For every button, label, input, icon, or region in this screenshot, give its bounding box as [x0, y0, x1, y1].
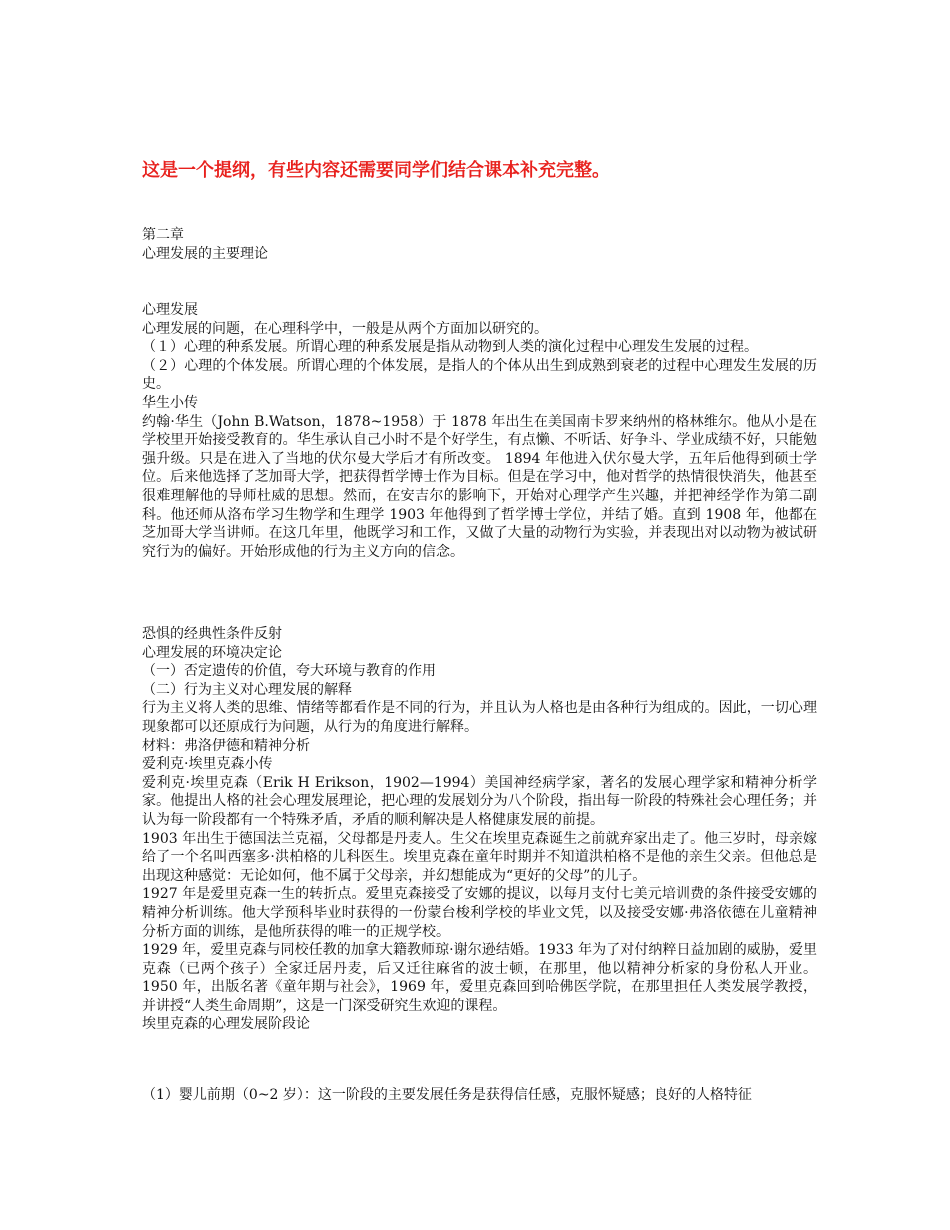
- paragraph: （１）心理的种系发展。所谓心理的种系发展是指从动物到人类的演化过程中心理发生发展的过程。: [142, 339, 758, 356]
- paragraph: 心理发展的问题，在心理科学中，一般是从两个方面加以研究的。: [142, 320, 548, 337]
- section-heading: 埃里克森的心理发展阶段论: [142, 1016, 310, 1033]
- chapter-title: 心理发展的主要理论: [142, 245, 268, 262]
- section-heading: 恐惧的经典性条件反射: [142, 626, 282, 642]
- section-erikson-stages: [142, 1086, 817, 1105]
- paragraph: 1929 年，爱里克森与同校任教的加拿大籍教师琼·谢尔逊结婚。1933 年为了对付纳粹日益加剧的威胁，爱里克森（已两个孩子）全家迁居丹麦，后又迁往麻省的波士顿，在那里，他以精神分析家的身份私人开业。1950 年，出版名著《童年期与社会》，1969 年，爱里克森回到哈佛医学院，在那里担任人类发展学教授，并讲授“人类生命周期”，这是一门深受研究生欢迎的课程。: [142, 942, 817, 1014]
- section-heading: 心理发展: [142, 302, 198, 318]
- chapter-heading: [142, 226, 817, 263]
- section-behaviorism: [142, 625, 817, 1034]
- paragraph: 行为主义将人类的思维、情绪等都看作是不同的行为，并且认为人格也是由各种行为组成的。因此，一切心理现象都可以还原成行为问题，从行为的角度进行解释。: [142, 700, 817, 735]
- paragraph: 爱利克·埃里克森（Erik H Erikson，1902—1994）美国神经病学家，著名的发展心理学家和精神分析学家。他提出人格的社会心理发展理论，把心理的发展划分为八个阶段，指出每一阶段的特殊社会心理任务；并认为每一阶段都有一个特殊矛盾，矛盾的顺利解决是人格健康发展的前提。: [142, 774, 817, 828]
- paragraph: （２）心理的个体发展。所谓心理的个体发展，是指人的个体从出生到成熟到衰老的过程中心理发生发展的历史。: [142, 357, 817, 393]
- subsection-heading: （二）行为主义对心理发展的解释: [142, 681, 352, 698]
- section-psychological-development: [142, 301, 817, 561]
- material-heading: 材料：弗洛伊德和精神分析: [142, 737, 310, 754]
- chapter-number: 第二章: [142, 227, 184, 243]
- subsection-heading: 华生小传: [142, 394, 198, 411]
- paragraph: 1903 年出生于德国法兰克福，父母都是丹麦人。生父在埃里克森诞生之前就弃家出走了。他三岁时，母亲嫁给了一个名叫西塞多·洪柏格的儿科医生。埃里克森在童年时期并不知道洪柏格不是他的亲生父亲。但他总是出现这种感觉：无论如何，他不属于父母亲，并幻想能成为“更好的父母”的儿子。: [142, 830, 817, 884]
- paragraph: （1）婴儿前期（0~2 岁）：这一阶段的主要发展任务是获得信任感，克服怀疑感；良好的人格特征: [142, 1087, 752, 1103]
- paragraph: 约翰·华生（John B.Watson，1878~1958）于 1878 年出生在美国南卡罗来纳州的格林维尔。他从小是在学校里开始接受教育的。华生承认自己小时不是个好学生，有点懒、不听话、好争斗、学业成绩不好，只能勉强升级。只是在进入了当地的伏尔曼大学后才有所改变。 1894 年他进入伏尔曼大学，五年后他得到硕士学位。后来他选择了芝加哥大学，把获得哲学博士作为目标。但是在学习中，他对哲学的热情很快消失，他甚至很难理解他的导师杜威的思想。然而，在安吉尔的影响下，开始对心理学产生兴趣，并把神经学作为第二副科。他还师从洛布学习生物学和生理学 1903 年他得到了哲学博士学位，并结了婚。直到 1908 年，他都在芝加哥大学当讲师。在这几年里，他既学习和工作，又做了大量的动物行为实验，并表现出对以动物为被试研究行为的偏好。开始形成他的行为主义方向的信念。: [142, 413, 817, 560]
- subsection-heading: （一）否定遗传的价值，夸大环境与教育的作用: [142, 663, 436, 680]
- subsection-heading: 爱利克·埃里克森小传: [142, 756, 273, 773]
- notice-heading: 这是一个提纲，有些内容还需要同学们结合课本补充完整。: [142, 160, 610, 181]
- section-heading: 心理发展的环境决定论: [142, 644, 282, 661]
- paragraph: 1927 年是爱里克森一生的转折点。爱里克森接受了安娜的提议，以每月支付七美元培训费的条件接受安娜的精神分析训练。他大学预科毕业时获得的一份蒙台梭利学校的毕业文凭，以及接受安娜·弗洛依德在儿童精神分析方面的训练，是他所获得的唯一的正规学校。: [142, 886, 817, 940]
